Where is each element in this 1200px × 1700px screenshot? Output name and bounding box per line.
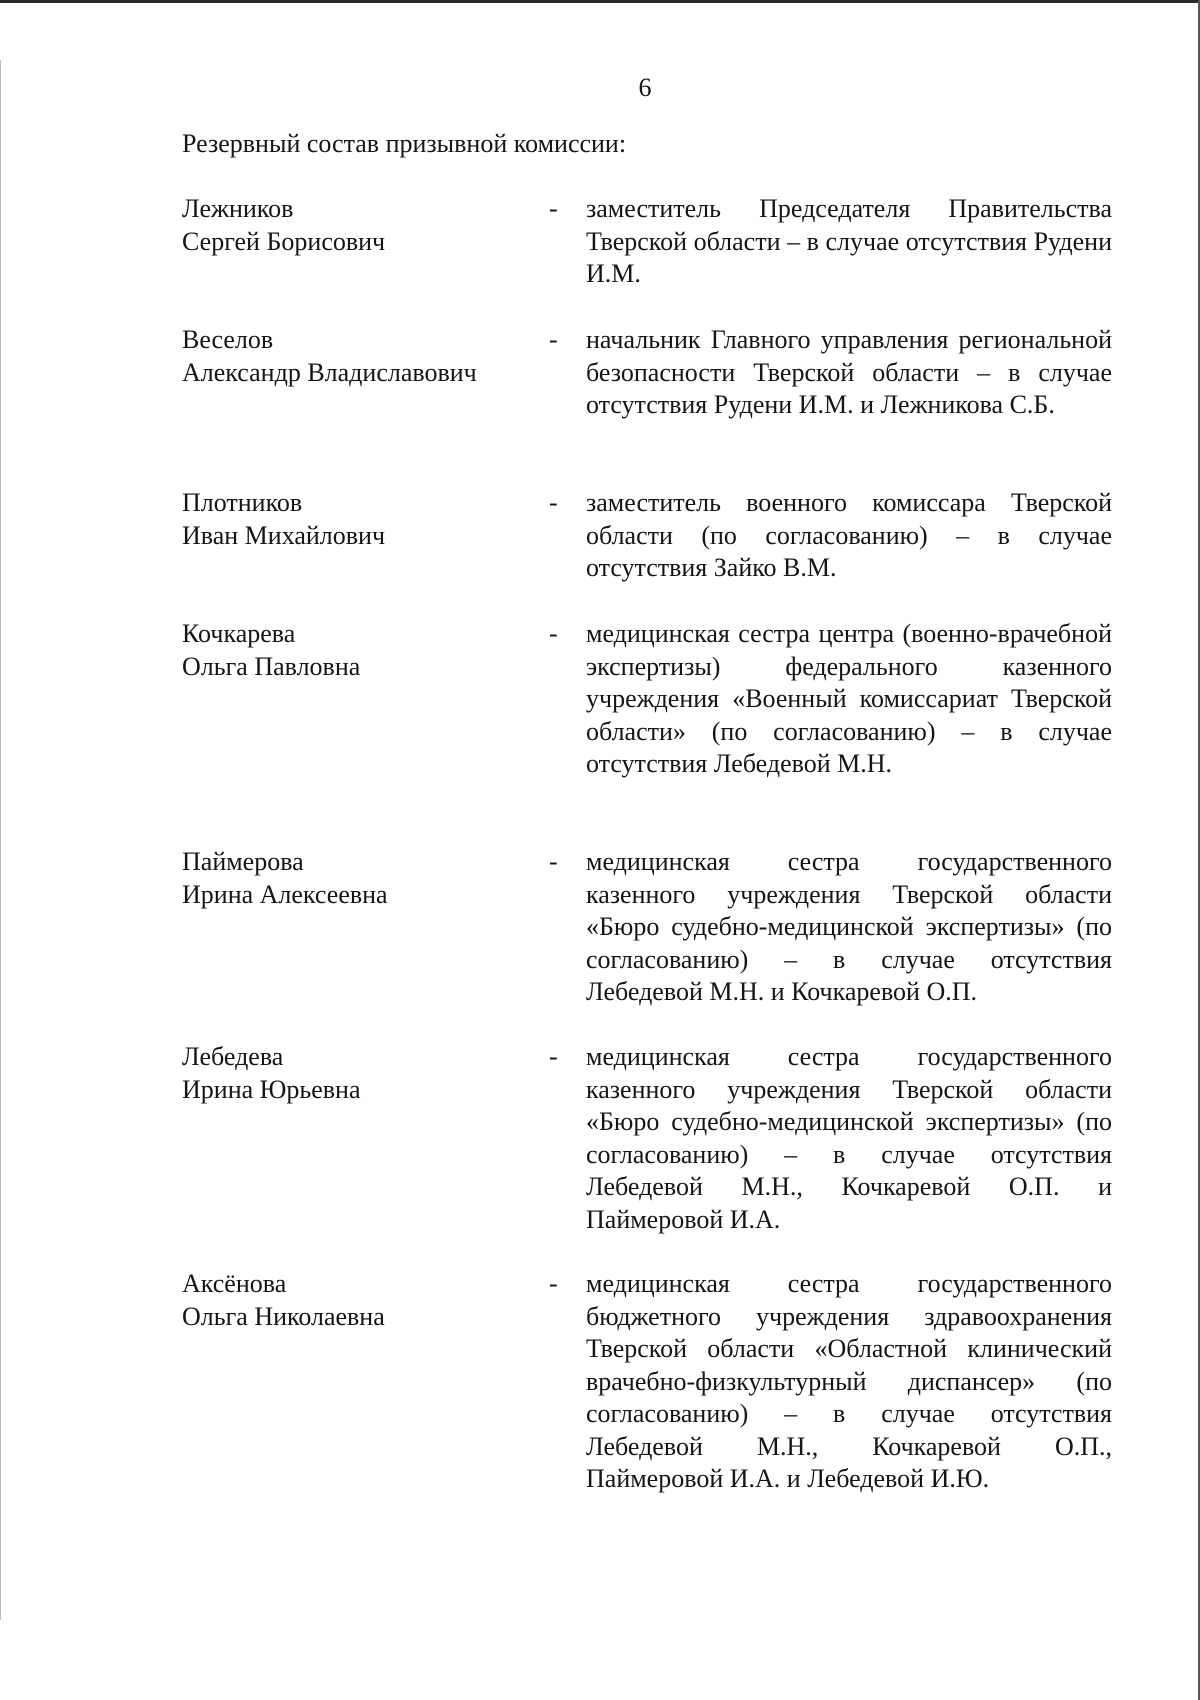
member-role: медицинская сестра центра (военно-врачебной экспертизы) федерального казенного учреждения «Военный комиссариат Тверской области» (по согласованию) – в случае отсутствия Лебедевой М.Н.: [586, 619, 1112, 778]
member-surname: Веселов: [182, 325, 274, 354]
member-given-names: Иван Михайлович: [182, 520, 386, 550]
member-surname: Кочкарева: [182, 619, 296, 648]
member-surname: Аксёнова: [182, 1269, 287, 1298]
member-given-names: Сергей Борисович: [182, 226, 386, 256]
member-surname: Лебедева: [182, 1042, 284, 1071]
member-role: заместитель военного комиссара Тверской области (по согласованию) – в случае отсутствия Зайко В.М.: [586, 488, 1112, 582]
page-number: 6: [638, 73, 652, 102]
member-name: [182, 324, 542, 389]
member-name: [182, 618, 542, 683]
scan-border-top: [0, 0, 1200, 3]
member-given-names: Ирина Алексеевна: [182, 879, 388, 909]
member-name: [182, 846, 542, 911]
member-role: медицинская сестра государственного бюджетного учреждения здравоохранения Тверской области «Областной клинический врачебно-физкультурный диспансер» (по согласованию) – в случае отсутствия Лебедевой М.Н., Кочкаревой О.П., Паймеровой И.А. и Лебедевой И.Ю.: [586, 1269, 1112, 1493]
member-name: [182, 487, 542, 552]
separator-dash: -: [549, 194, 558, 223]
member-role: медицинская сестра государственного казенного учреждения Тверской области «Бюро судебно-медицинской экспертизы» (по согласованию) – в случае отсутствия Лебедевой М.Н. и Кочкаревой О.П.: [586, 847, 1112, 1006]
scan-border-left: [0, 60, 1, 1620]
separator-dash: -: [549, 847, 558, 876]
separator-dash: -: [549, 488, 558, 517]
member-name: [182, 1268, 542, 1333]
member-given-names: Ольга Николаевна: [182, 1301, 385, 1331]
member-role: заместитель Председателя Правительства Тверской области – в случае отсутствия Рудени И.М.: [586, 194, 1112, 288]
member-surname: Лежников: [182, 194, 294, 223]
separator-dash: -: [549, 1042, 558, 1071]
separator-dash: -: [549, 619, 558, 648]
section-heading: Резервный состав призывной комиссии:: [182, 129, 627, 158]
member-given-names: Ольга Павловна: [182, 651, 361, 681]
member-given-names: Ирина Юрьевна: [182, 1074, 361, 1104]
member-name: [182, 193, 542, 258]
member-role: начальник Главного управления региональной безопасности Тверской области – в случае отсутствия Рудени И.М. и Лежникова С.Б.: [586, 325, 1112, 419]
member-name: [182, 1041, 542, 1106]
member-surname: Паймерова: [182, 847, 304, 876]
member-given-names: Александр Владиславович: [182, 357, 477, 387]
member-role: медицинская сестра государственного казенного учреждения Тверской области «Бюро судебно-медицинской экспертизы» (по согласованию) – в случае отсутствия Лебедевой М.Н., Кочкаревой О.П. и Паймеровой И.А.: [586, 1042, 1112, 1234]
member-surname: Плотников: [182, 488, 303, 517]
separator-dash: -: [549, 1269, 558, 1298]
separator-dash: -: [549, 325, 558, 354]
